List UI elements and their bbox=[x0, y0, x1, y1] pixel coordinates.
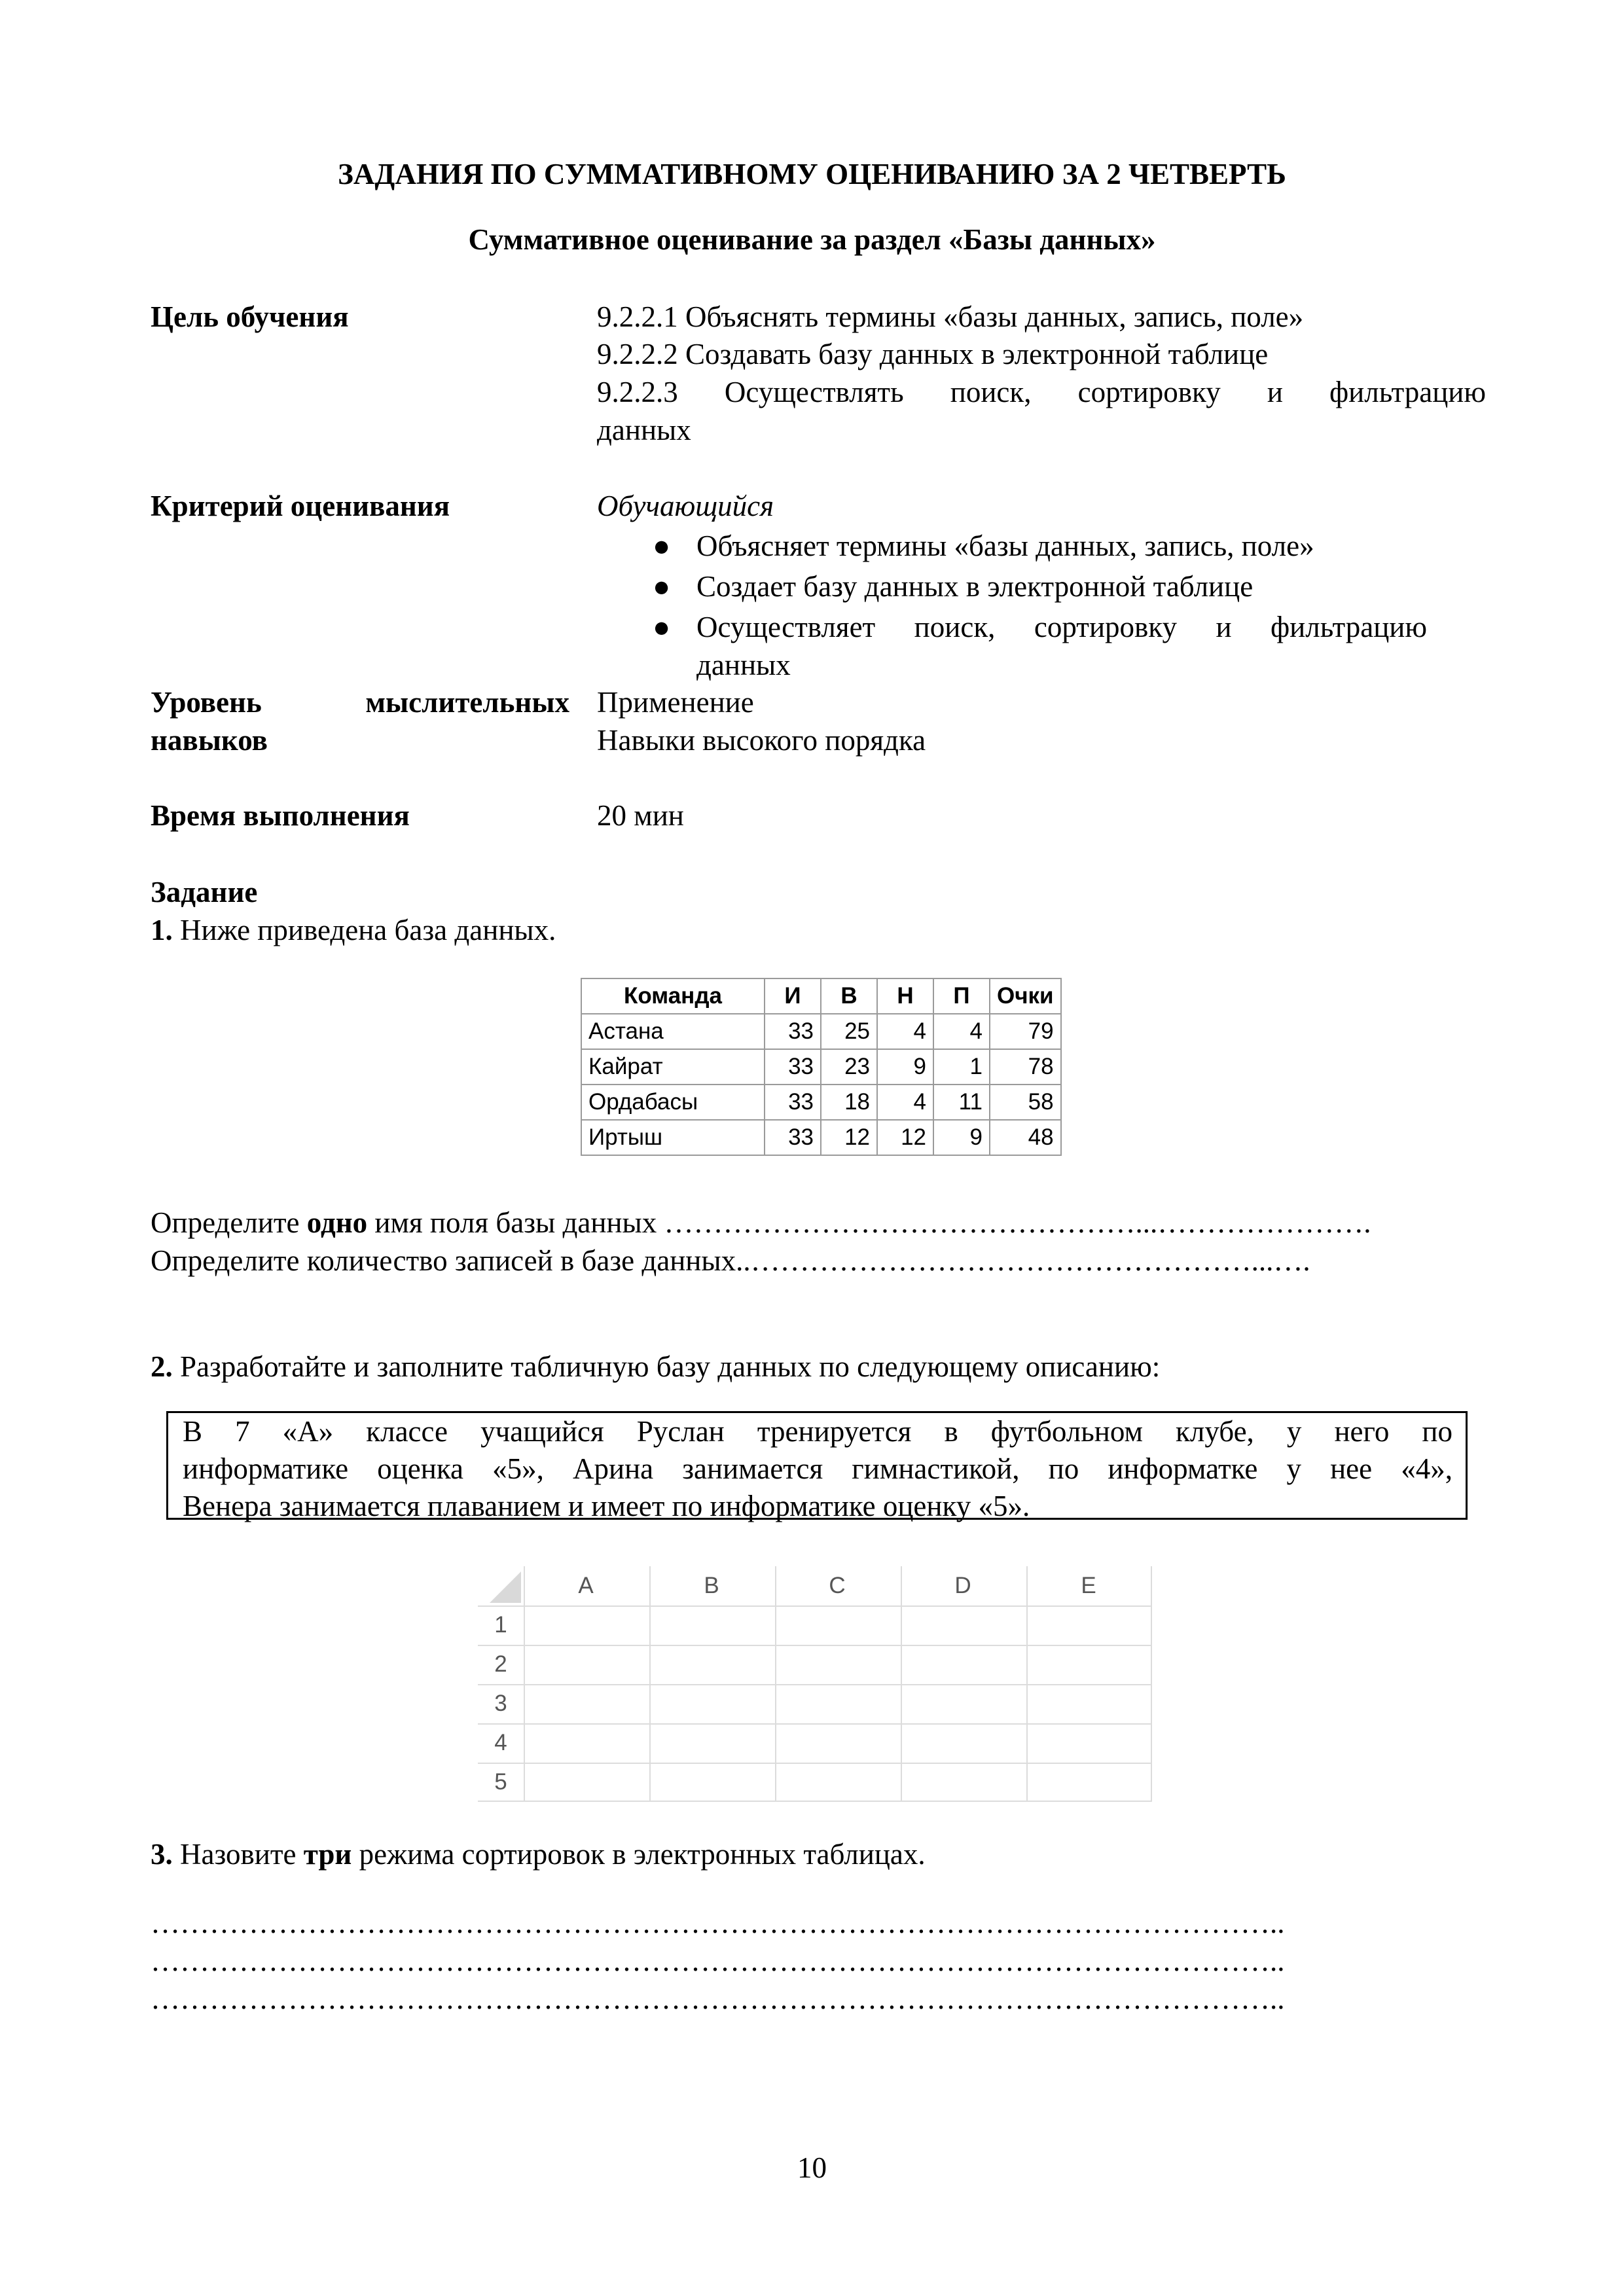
table-cell: 4 bbox=[933, 1014, 990, 1049]
spreadsheet-grid bbox=[478, 1566, 1152, 1802]
table-cell: 79 bbox=[990, 1014, 1061, 1049]
table-cell: Астана bbox=[581, 1014, 765, 1049]
page-subtitle: Суммативное оценивание за раздел «Базы данных» bbox=[468, 223, 1156, 256]
grid-line bbox=[478, 1723, 1152, 1725]
grid-line bbox=[478, 1605, 1152, 1607]
table-cell: 9 bbox=[933, 1120, 990, 1155]
row-header-1[interactable]: 1 bbox=[494, 1612, 507, 1638]
task1-prompt bbox=[151, 912, 556, 949]
task1-text: Ниже приведена база данных. bbox=[172, 914, 556, 946]
column-header-d[interactable]: D bbox=[954, 1573, 971, 1598]
table-cell: Иртыш bbox=[581, 1120, 765, 1155]
answer-line[interactable]: …………………………………………………………………………………………………….. bbox=[151, 1945, 1285, 1977]
table-cell: 33 bbox=[765, 1014, 821, 1049]
level-value: Навыки высокого порядка bbox=[597, 724, 926, 757]
table-cell: 11 bbox=[933, 1085, 990, 1120]
table-cell: Ордабасы bbox=[581, 1085, 765, 1120]
table-cell: 23 bbox=[821, 1049, 877, 1085]
level-value: Применение bbox=[597, 686, 754, 719]
criteria-item-continued: данных bbox=[696, 649, 791, 681]
bullet-icon: ● bbox=[653, 570, 671, 603]
grid-line bbox=[478, 1684, 1152, 1685]
table-header-row bbox=[581, 978, 1061, 1014]
task3-number: 3. bbox=[151, 1838, 173, 1871]
task2-number: 2. bbox=[151, 1350, 173, 1383]
table-row bbox=[581, 1014, 1061, 1049]
task2-text: Разработайте и заполните табличную базу данных по следующему описанию: bbox=[172, 1350, 1161, 1383]
table-cell: 48 bbox=[990, 1120, 1061, 1155]
header-cell: Команда bbox=[581, 978, 765, 1014]
column-header-c[interactable]: C bbox=[829, 1573, 846, 1598]
task1-question-field: Определите одно имя поля базы данных …………………………………………...…………………. bbox=[151, 1206, 1371, 1239]
grid-line bbox=[478, 1801, 1152, 1802]
description-line: В 7 «А» классе учащийся Руслан тренируется в футбольном клубе, у него по bbox=[183, 1415, 1453, 1448]
goal-label: Цель обучения bbox=[151, 300, 349, 333]
description-line: информатике оценка «5», Арина занимается гимнастикой, по информатке у нее «4», bbox=[183, 1452, 1453, 1485]
goal-line: данных bbox=[597, 414, 691, 446]
goal-line: 9.2.2.2 Создавать базу данных в электронной таблице bbox=[597, 338, 1269, 370]
row-header-5[interactable]: 5 bbox=[494, 1769, 507, 1795]
answer-line[interactable]: …………………………………………………………………………………………………….. bbox=[151, 1982, 1285, 2015]
task1-number: 1. bbox=[151, 914, 173, 946]
row-header-4[interactable]: 4 bbox=[494, 1730, 507, 1755]
table-cell: 78 bbox=[990, 1049, 1061, 1085]
grid-line bbox=[478, 1763, 1152, 1764]
criteria-intro: Обучающийся bbox=[597, 490, 774, 522]
task2-description-box bbox=[166, 1411, 1468, 1520]
time-label: Время выполнения bbox=[151, 799, 410, 832]
select-all-corner[interactable] bbox=[478, 1566, 524, 1605]
column-header-a[interactable]: A bbox=[578, 1573, 594, 1598]
task3-prompt: 3. Назовите три режима сортировок в электронных таблицах. bbox=[151, 1838, 926, 1871]
row-header-2[interactable]: 2 bbox=[494, 1651, 507, 1677]
header-cell: В bbox=[821, 978, 877, 1014]
criteria-label: Критерий оценивания bbox=[151, 490, 450, 522]
row-header-3[interactable]: 3 bbox=[494, 1691, 507, 1716]
goal-line: 9.2.2.1 Объяснять термины «базы данных, запись, поле» bbox=[597, 300, 1304, 333]
header-cell: Н bbox=[877, 978, 933, 1014]
page-title: ЗАДАНИЯ ПО СУММАТИВНОМУ ОЦЕНИВАНИЮ ЗА 2 ЧЕТВЕРТЬ bbox=[338, 158, 1286, 190]
table-cell: 25 bbox=[821, 1014, 877, 1049]
bullet-icon: ● bbox=[653, 611, 671, 643]
table-row bbox=[581, 1085, 1061, 1120]
task1-question-records: Определите количество записей в базе данных..……………………………………………...…. bbox=[151, 1244, 1310, 1277]
bullet-icon: ● bbox=[653, 529, 671, 562]
time-value: 20 мин bbox=[597, 799, 684, 832]
teams-table bbox=[581, 978, 1062, 1156]
grid-line bbox=[478, 1645, 1152, 1646]
answer-line[interactable]: …………………………………………………………………………………………………….. bbox=[151, 1907, 1285, 1939]
table-cell: 12 bbox=[821, 1120, 877, 1155]
goal-line: 9.2.2.3 Осуществлять поиск, сортировку и фильтрацию bbox=[597, 376, 1486, 408]
description-line: Венера занимается плаванием и имеет по информатике оценку «5». bbox=[183, 1490, 1030, 1522]
column-header-b[interactable]: B bbox=[704, 1573, 719, 1598]
header-cell: Очки bbox=[990, 978, 1061, 1014]
table-row bbox=[581, 1049, 1061, 1085]
corner-triangle-icon bbox=[478, 1566, 524, 1605]
table-cell: 18 bbox=[821, 1085, 877, 1120]
level-label: Уровень мыслительных bbox=[151, 686, 569, 719]
task-heading: Задание bbox=[151, 876, 258, 908]
header-cell: И bbox=[765, 978, 821, 1014]
table-cell: 12 bbox=[877, 1120, 933, 1155]
table-cell: 9 bbox=[877, 1049, 933, 1085]
table-cell: 58 bbox=[990, 1085, 1061, 1120]
table-row bbox=[581, 1120, 1061, 1155]
page-number: 10 bbox=[797, 2151, 827, 2184]
table-cell: Кайрат bbox=[581, 1049, 765, 1085]
table-cell: 33 bbox=[765, 1049, 821, 1085]
table-cell: 4 bbox=[877, 1014, 933, 1049]
table-cell: 1 bbox=[933, 1049, 990, 1085]
column-header-e[interactable]: E bbox=[1081, 1573, 1096, 1598]
table-cell: 33 bbox=[765, 1085, 821, 1120]
task2-prompt bbox=[151, 1348, 1160, 1386]
header-cell: П bbox=[933, 978, 990, 1014]
table-cell: 33 bbox=[765, 1120, 821, 1155]
level-label-continued: навыков bbox=[151, 724, 268, 757]
table-cell: 4 bbox=[877, 1085, 933, 1120]
